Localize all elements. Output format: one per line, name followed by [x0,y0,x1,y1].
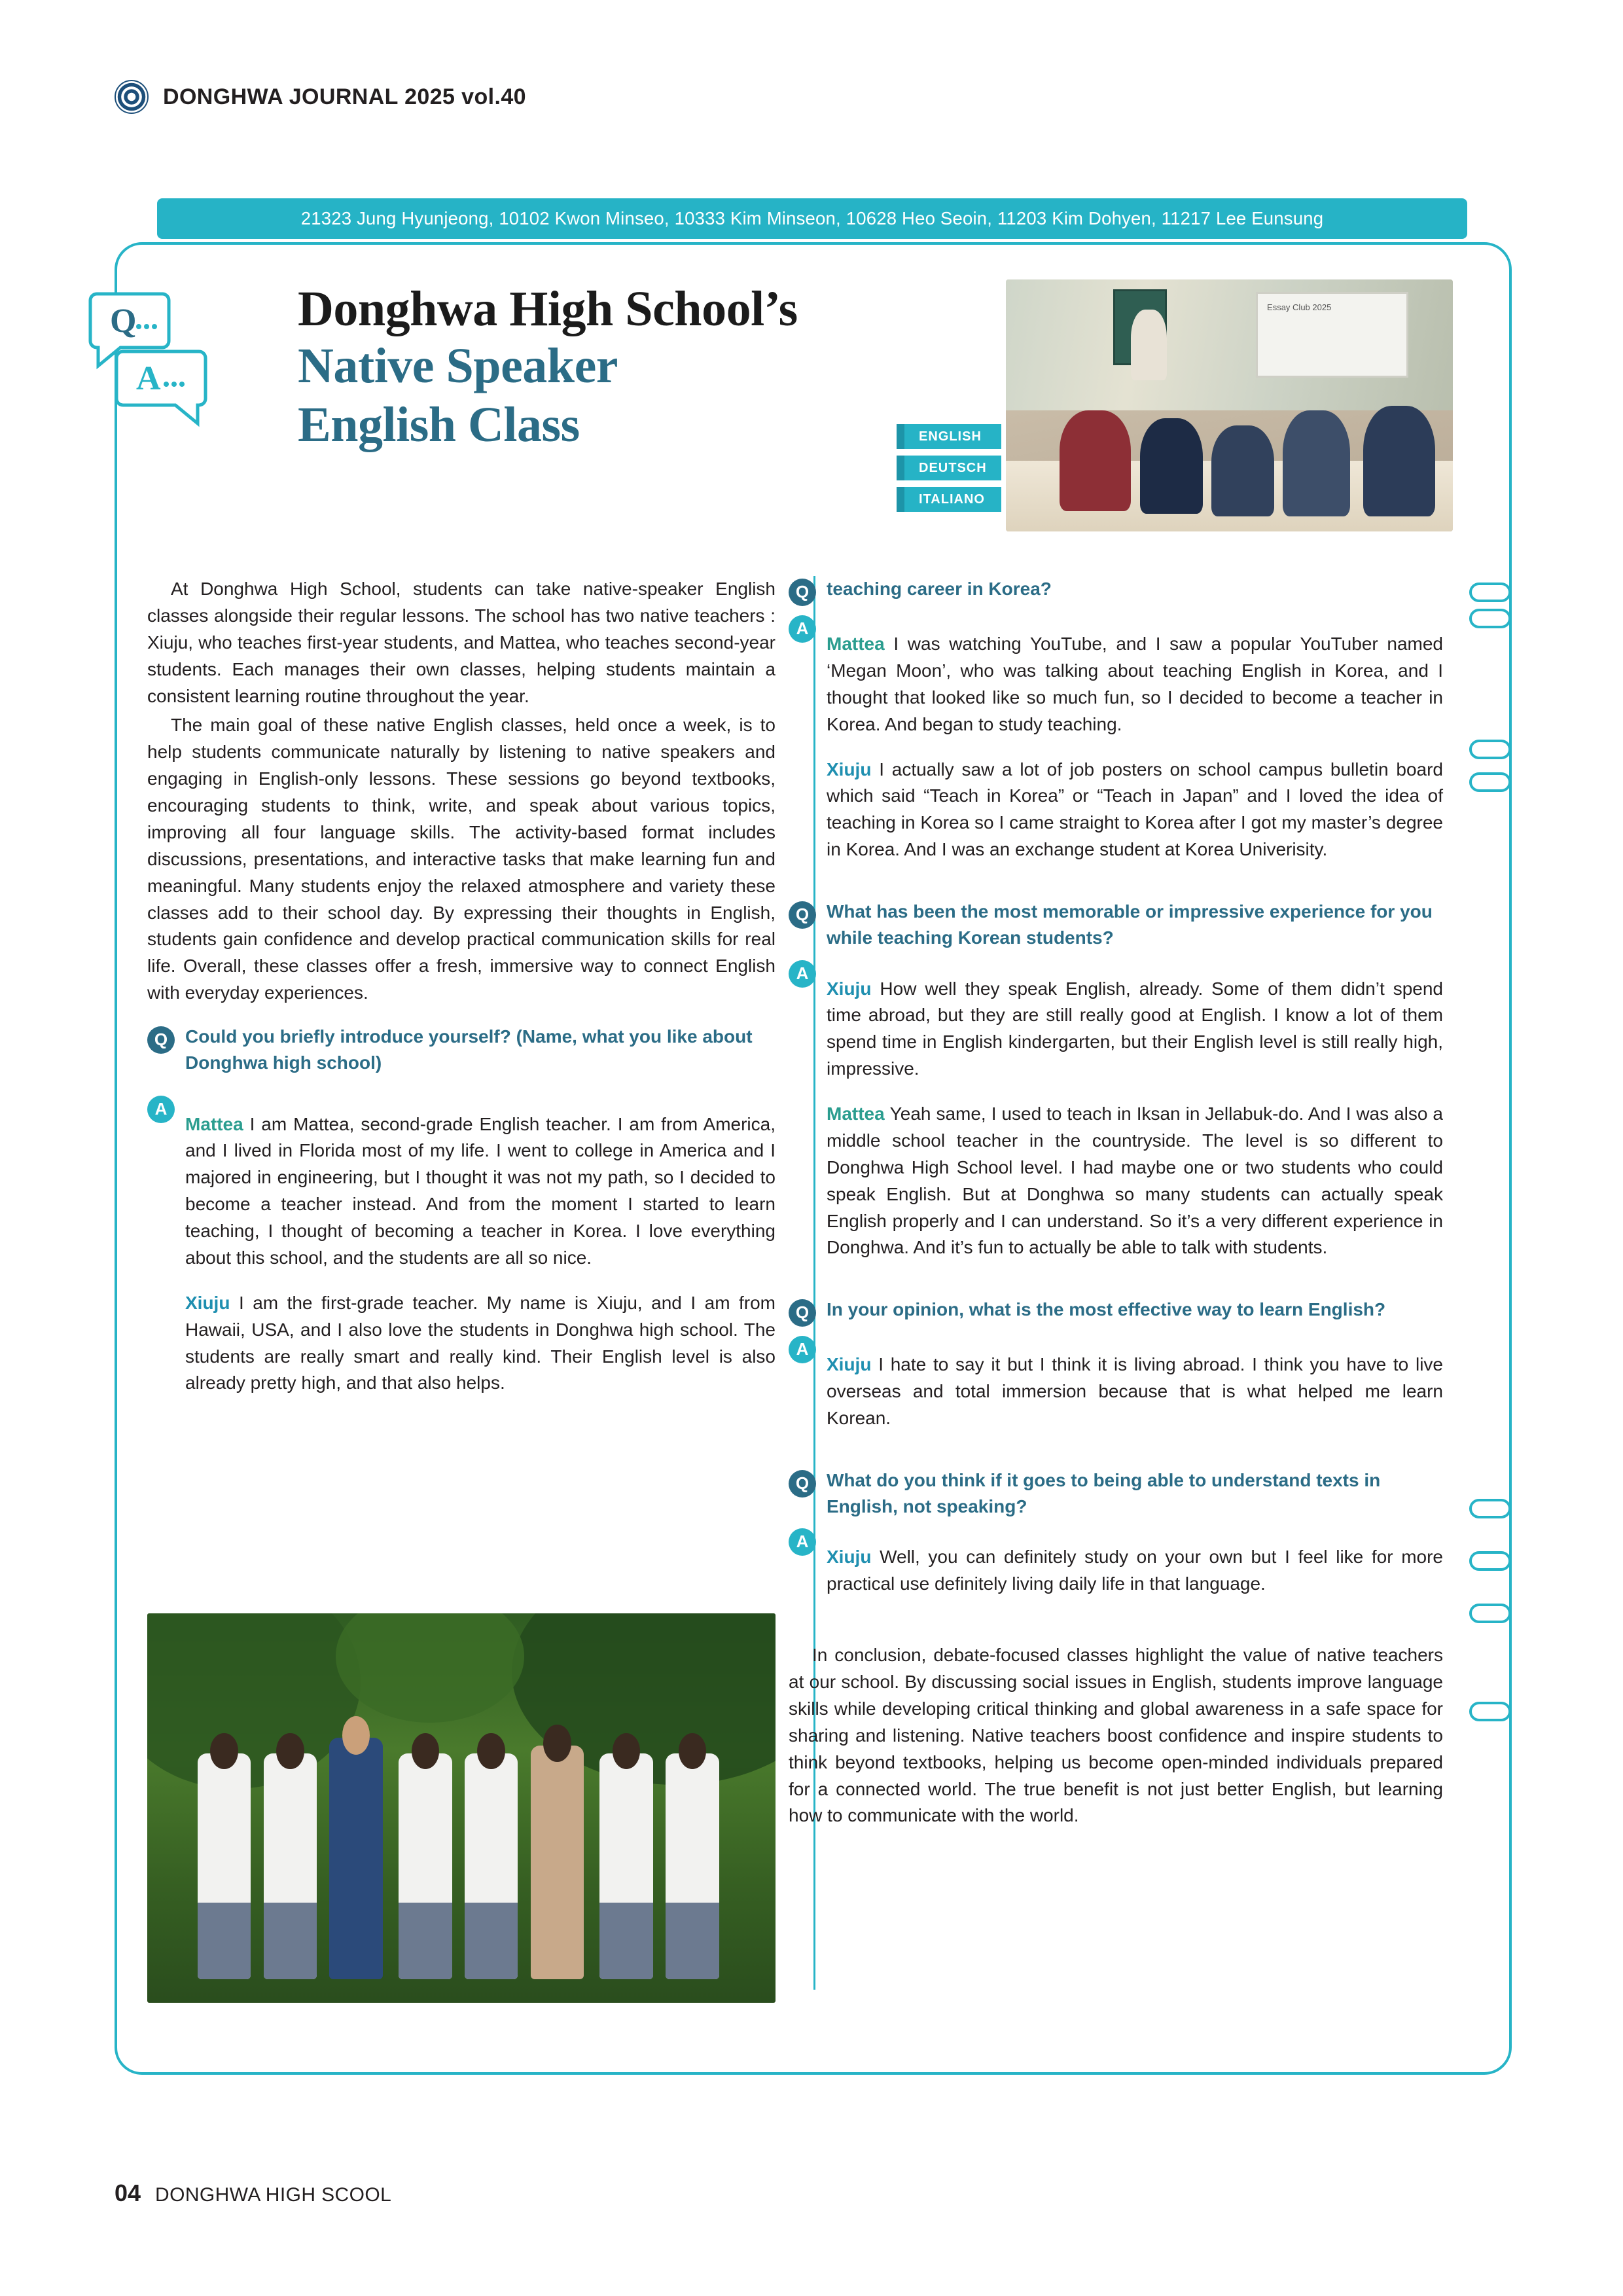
qa-question-row [789,1467,1443,1520]
classroom-photo [1006,279,1453,531]
title-line-3: English Class [298,397,580,452]
answer-group [827,613,1443,882]
question-badge: Q [789,901,816,929]
language-tab-deutsch[interactable] [897,456,1001,480]
answer-body: I hate to say it but I think it is living abroad. I think you have to live overseas and total immersion because that is what helped me learn Korean. [827,1354,1443,1428]
qa-answer-row [147,1093,776,1416]
answer-body: Yeah same, I used to teach in Iksan in Jellabuk-do. And I was also a middle school teacher in the countryside. The level is so different to Donghwa High School level. I had maybe one or two students who could speak English. But at Donghwa so many students can actually speak English properly and I can understand. So it’s a very different experience in Donghwa. And it’s fun to actually be able to talk with students. [827,1103,1443,1258]
answer-body: I was watching YouTube, and I saw a popular YouTuber named ‘Megan Moon’, who was talking about teaching English in Korea, and I thought that looked like so much fun, so I decided to become a teacher in Korea. And began to study teaching. [827,634,1443,734]
speaker-name: Xiuju [827,978,880,999]
right-column [789,576,1443,1832]
page-number: 04 [115,2179,141,2206]
journal-title: DONGHWA JOURNAL 2025 vol.40 [163,84,526,109]
deco-pill [1469,772,1511,792]
answer-text [827,1352,1443,1432]
qa-speech-bubble-icon [85,278,242,435]
speaker-name: Xiuju [827,1547,880,1568]
answer-text [827,1544,1443,1598]
qa-answer-row [789,613,1443,882]
answer-text [827,1101,1443,1261]
question-text: In your opinion, what is the most effective way to learn English? [827,1299,1386,1320]
question-badge: Q [147,1026,175,1054]
qa-answer-row [789,1333,1443,1450]
qa-question-row [789,1297,1443,1327]
deco-pill [1469,1604,1511,1623]
answer-text [185,1290,776,1397]
question-badge: Q [789,1470,816,1498]
answer-body: I am Mattea, second-grade English teacher. I am from America, and I lived in Florida most of my life. I went to college in America and I majored in engineering, but I thought it was not my path, so I decided to become a teacher instead. And from the moment I started to learn teaching, I thought of becoming a teacher in Korea. I love everything about this school, and the students are all so nice. [185,1113,776,1268]
answer-text [185,1111,776,1272]
answer-body: Well, you can definitely study on your own but I feel like for more practical use definitely living daily life in that language. [827,1547,1443,1594]
speaker-name: Xiuju [185,1292,239,1313]
speaker-name: Xiuju [827,759,880,780]
title-line-1: Donghwa High School’s [298,281,798,336]
speaker-name: Mattea [827,634,894,654]
qa-question-row [789,899,1443,951]
answer-body: I actually saw a lot of job posters on school campus bulletin board which said “Teach in Korea” or “Teach in Japan” and I loved the idea of teaching in Korea so I came straight to Korea after I got my master’s degree in Korea. And I was an exchange student at Korea Univerisity. [827,759,1443,860]
deco-pill [1469,1499,1511,1518]
answer-badge: A [789,1528,816,1556]
answer-group [827,958,1443,1280]
language-tab-english[interactable] [897,424,1001,449]
question-badge: Q [789,579,816,606]
svg-text:A: A [136,360,161,397]
svg-text:Q: Q [110,302,137,340]
language-tab-label: DEUTSCH [919,460,987,475]
answer-text [827,631,1443,738]
answer-badge: A [789,615,816,643]
speaker-name: Mattea [827,1103,890,1124]
answer-body: I am the first-grade teacher. My name is Xiuju, and I am from Hawaii, USA, and I also love the students in Donghwa high school. The students are really smart and really kind. Their English level is also already pretty high, and that also helps. [185,1292,776,1393]
qa-question-row [147,1024,776,1076]
footer-school-name: DONGHWA HIGH SCOOL [155,2184,392,2206]
deco-pill [1469,1702,1511,1721]
answer-body: How well they speak English, already. Some of them didn’t spend time abroad, but they are still really good at English. I know a lot of them spend time in English kindergarten, but their English level is still really high, impressive. [827,978,1443,1079]
answer-group [185,1093,776,1416]
answer-badge: A [147,1096,175,1123]
question-text: What do you think if it goes to being able to understand texts in English, not speaking? [827,1469,1381,1516]
qa-answer-row [789,1526,1443,1616]
left-column [147,576,776,1415]
hero-board-label: Essay Club 2025 [1267,302,1332,312]
language-tab-italiano[interactable] [897,487,1001,512]
answer-badge: A [789,960,816,988]
title-line-2: Native Speaker [298,338,618,394]
speaker-name: Xiuju [827,1354,879,1375]
answer-group [827,1526,1443,1616]
deco-pill [1469,1551,1511,1571]
page-footer [115,2179,391,2207]
question-text: What has been the most memorable or impressive experience for you while teaching Korean students? [827,901,1433,948]
intro-paragraph-1: At Donghwa High School, students can take native-speaker English classes alongside their regular lessons. The school has two native teachers : Xiuju, who teaches first-year students, and Mattea, who teaches second-year students. Each manages their own classes, helping students maintain a consistent learning routine throughout the year. [147,579,776,706]
language-tab-label: ITALIANO [919,492,985,507]
author-bar: 21323 Jung Hyunjeong, 10102 Kwon Minseo, 10333 Kim Minseon, 10628 Heo Seoin, 11203 Kim Dohyen, 11217 Lee Eunsung [157,198,1467,239]
answer-badge: A [789,1336,816,1363]
intro-paragraph-2: The main goal of these native English classes, held once a week, is to help students communicate naturally by listening to native speakers and engaging in English-only lessons. These sessions go beyond textbooks, encouraging students to think, write, and speak about various topics, improving all four language skills. The activity-based format includes discussions, presentations, and interactive tasks that make learning fun and meaningful. Many students enjoy the relaxed atmosphere and variety these classes add to their school day. By expressing their thoughts in English, students gain confidence and develop practical communication skills for real life. Overall, these classes offer a fresh, immersive way to connect English with everyday experiences. [147,715,776,1003]
conclusion-paragraph: In conclusion, debate-focused classes highlight the value of native teachers at our school. By discussing social issues in English, students improve language skills while developing critical thinking and global awareness in a safe space for sharing and listening. Native teachers boost confidence and inspire students to think beyond textbooks, helping us become open-minded individuals prepared for a connected world. The true benefit is not just better English, but learning how to communicate with the world. [789,1645,1443,1826]
language-tab-list[interactable] [897,424,1001,518]
question-text: Could you briefly introduce yourself? (Name, what you like about Donghwa high school) [185,1026,753,1073]
answer-text [827,976,1443,1083]
qa-answer-row [789,958,1443,1280]
language-tab-label: ENGLISH [919,429,982,444]
deco-pill [1469,740,1511,759]
donghwa-emblem-icon [115,80,149,114]
question-text: teaching career in Korea? [827,579,1052,599]
deco-pill [1469,583,1511,602]
page-header [115,80,526,114]
qa-question-row [789,576,1443,606]
answer-group [827,1333,1443,1450]
speaker-name: Mattea [185,1113,250,1134]
question-badge: Q [789,1299,816,1327]
group-photo [147,1613,776,2003]
deco-pill [1469,609,1511,628]
answer-text [827,757,1443,864]
